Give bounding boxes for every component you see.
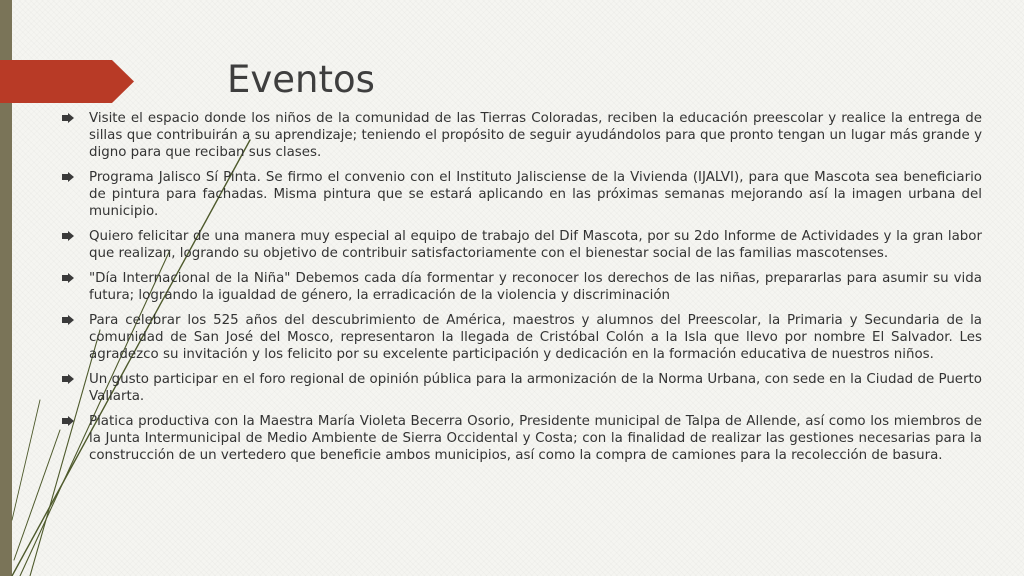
bullet-text: Un gusto participar en el foro regional de opinión pública para la armonización de la Norma Urbana, con sede en la Ciudad de Puerto Vallarta.: [89, 372, 982, 404]
list-item: [62, 169, 982, 220]
list-item: [62, 270, 982, 304]
bullet-text: Visite el espacio donde los niños de la comunidad de las Tierras Coloradas, reciben la educación preescolar y realice la entrega de sillas que contribuirán a su aprendizaje; teniendo el propósito de seguir ayudándolos para que pronto tengan un lugar más grande y digno para que reciban sus clases.: [89, 111, 982, 160]
arrow-bullet-icon: [62, 416, 74, 426]
list-item: [62, 371, 982, 405]
arrow-bullet-icon: [62, 231, 74, 241]
list-item: [62, 312, 982, 363]
arrow-bullet-icon: [62, 113, 74, 123]
arrow-bullet-icon: [62, 374, 74, 384]
list-item: [62, 413, 982, 464]
page-title: Eventos: [227, 58, 375, 101]
bullet-text: Para celebrar los 525 años del descubrimiento de América, maestros y alumnos del Preescolar, la Primaria y Secundaria de la comunidad de San José del Mosco, representaron la llegada de Cristóbal Colón a la Isla que llevo por nombre El Salvador. Les agradezco su invitación y los felicito por su excelente participación y dedicación en la formación educativa de nuestros niños.: [89, 313, 982, 362]
arrow-bullet-icon: [62, 172, 74, 182]
bullet-text: "Día Internacional de la Niña" Debemos cada día formentar y reconocer los derechos de las niñas, prepararlas para asumir su vida futura; logrando la igualdad de género, la erradicación de la violencia y discriminación: [89, 271, 982, 303]
bullet-text: Platica productiva con la Maestra María Violeta Becerra Osorio, Presidente municipal de Talpa de Allende, así como los miembros de la Junta Intermunicipal de Medio Ambiente de Sierra Occidental y Costa; con la finalidad de realizar las gestiones necesarias para la construcción de un vertedero que beneficie ambos municipios, así como la compra de camiones para la recolección de basura.: [89, 414, 982, 463]
arrow-bullet-icon: [62, 273, 74, 283]
title-arrow-shape: [0, 60, 134, 103]
list-item: [62, 110, 982, 161]
list-item: [62, 228, 982, 262]
bullet-text: Quiero felicitar de una manera muy especial al equipo de trabajo del Dif Mascota, por su 2do Informe de Actividades y la gran labor que realizan, logrando su objetivo de contribuir satisfactoriamente con el bienestar social de las familias mascotenses.: [89, 229, 982, 261]
arrow-bullet-icon: [62, 315, 74, 325]
bullet-text: Programa Jalisco Sí Pinta. Se firmo el convenio con el Instituto Jalisciense de la Vivienda (IJALVI), para que Mascota sea beneficiario de pintura para fachadas. Misma pintura que se estará aplicando en las próximas semanas mejorando así la imagen urbana del municipio.: [89, 170, 982, 219]
bullet-list: [62, 110, 982, 472]
